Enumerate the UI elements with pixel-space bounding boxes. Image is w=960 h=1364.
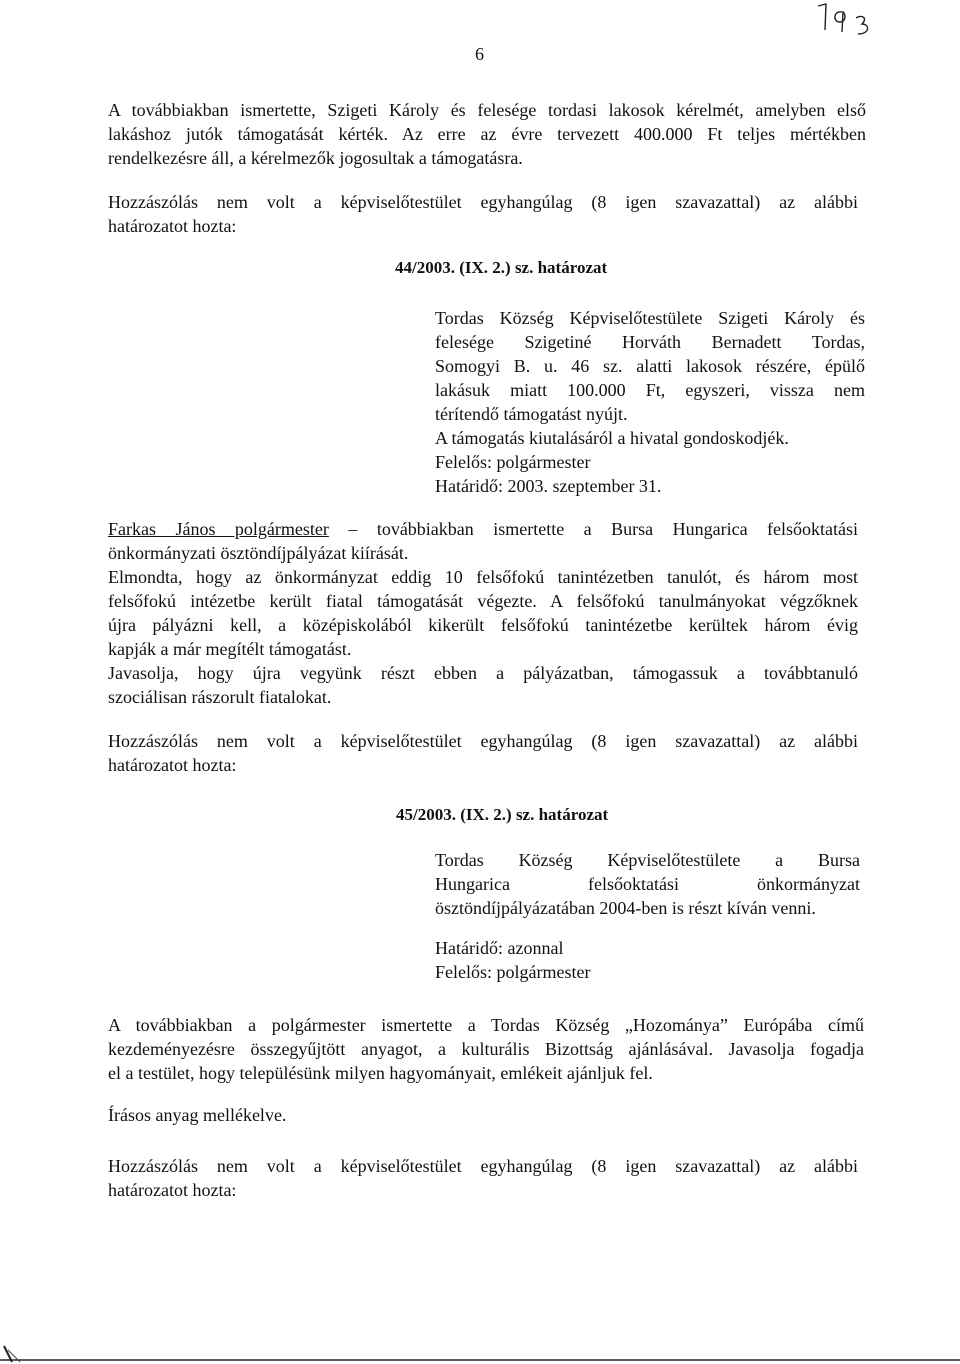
text-line: újra pályázni kell, a középiskolából kikerült felsőfokú tanintézetbe kerültek három évig: [108, 615, 858, 635]
text-line: Hozzászólás nem volt a képviselőtestület egyhangúlag (8 igen szavazattal) az alábbi: [108, 1156, 858, 1176]
text-line: Tordas Község Képviselőtestülete Szigeti Károly és: [435, 308, 865, 328]
paragraph-applicants: [108, 98, 866, 170]
paragraph-vote: [108, 1154, 858, 1202]
deadline: Határidő: azonnal: [435, 938, 564, 958]
text-line: határozatot hozta:: [108, 755, 237, 775]
text-line: kezdeményezésre összegyűjtött anyagot, a kulturális Bizottság ajánlásával. Javasolja fogadja: [108, 1039, 864, 1059]
text-line: Hungarica felsőoktatási önkormányzat: [435, 874, 860, 894]
speaker-name: Farkas János polgármester: [108, 519, 329, 539]
paragraph-bursa-hungarica: [108, 517, 858, 709]
text-line: önkormányzati ösztöndíjpályázat kiírását.: [108, 543, 409, 563]
text-line: rendelkezésre áll, a kérelmezők jogosultak a támogatásra.: [108, 148, 523, 168]
resolution-45-body: [435, 848, 860, 920]
text-line: [108, 517, 858, 541]
page-number: 6: [475, 44, 484, 64]
text-fragment: – továbbiakban ismertette a Bursa Hungarica felsőoktatási: [328, 519, 858, 539]
scan-edge-artifact: [0, 1340, 960, 1364]
text-line: Somogyi B. u. 46 sz. alatti lakosok részére, épülő: [435, 356, 865, 376]
resolution-44-title: 44/2003. (IX. 2.) sz. határozat: [395, 258, 608, 277]
text-line: térítendő támogatást nyújt.: [435, 404, 628, 424]
resolution-45-meta: [435, 936, 590, 984]
paragraph-attachment-note: [108, 1103, 286, 1127]
paragraph-vote: [108, 190, 858, 238]
text-line: felsőfokú intézetbe került fiatal támogatását végezte. A felsőfokú tanulmányokat végzőknek: [108, 591, 858, 611]
text-line: kapják a már megítélt támogatást.: [108, 639, 352, 659]
text-line: Tordas Község Képviselőtestülete a Bursa: [435, 850, 860, 870]
text-line: A továbbiakban a polgármester ismertette a Tordas Község „Hozománya” Európába című: [108, 1015, 864, 1035]
text-line: A továbbiakban ismertette, Szigeti Károly és felesége tordasi lakosok kérelmét, amelyben első: [108, 100, 866, 120]
text-line: lakásuk miatt 100.000 Ft, egyszeri, vissza nem: [435, 380, 865, 400]
text-line: Hozzászólás nem volt a képviselőtestület egyhangúlag (8 igen szavazattal) az alábbi: [108, 192, 858, 212]
text-line: határozatot hozta:: [108, 216, 237, 236]
text-line: felesége Szigetiné Horváth Bernadett Tordas,: [435, 332, 865, 352]
text-line: Javasolja, hogy újra vegyünk részt ebben a pályázatban, támogassuk a továbbtanuló: [108, 663, 858, 683]
paragraph-vote: [108, 729, 858, 777]
text-line: el a testület, hogy településünk milyen hagyományait, emlékeit ajánljuk fel.: [108, 1063, 653, 1083]
resolution-44-body: [435, 306, 865, 498]
text-line: határozatot hozta:: [108, 1180, 237, 1200]
text-line: ösztöndíjpályázatában 2004-ben is részt kíván venni.: [435, 898, 816, 918]
resolution-45-title: 45/2003. (IX. 2.) sz. határozat: [396, 805, 609, 824]
text-line: Írásos anyag mellékelve.: [108, 1105, 287, 1125]
text-line: szociálisan rászorult fiatalokat.: [108, 687, 332, 707]
responsible: Felelős: polgármester: [435, 962, 591, 982]
text-line: Felelős: polgármester: [435, 452, 591, 472]
text-line: lakáshoz jutók támogatását kérték. Az erre az évre tervezett 400.000 Ft teljes mértékben: [108, 124, 866, 144]
text-line: Határidő: 2003. szeptember 31.: [435, 476, 662, 496]
paragraph-hozomanya: [108, 1013, 864, 1085]
text-line: A támogatás kiutalásáról a hivatal gondoskodjék.: [435, 428, 789, 448]
text-line: Hozzászólás nem volt a képviselőtestület egyhangúlag (8 igen szavazattal) az alábbi: [108, 731, 858, 751]
handwritten-page-mark: [812, 0, 882, 40]
text-line: Elmondta, hogy az önkormányzat eddig 10 felsőfokú tanintézetben tanulót, és három most: [108, 567, 858, 587]
